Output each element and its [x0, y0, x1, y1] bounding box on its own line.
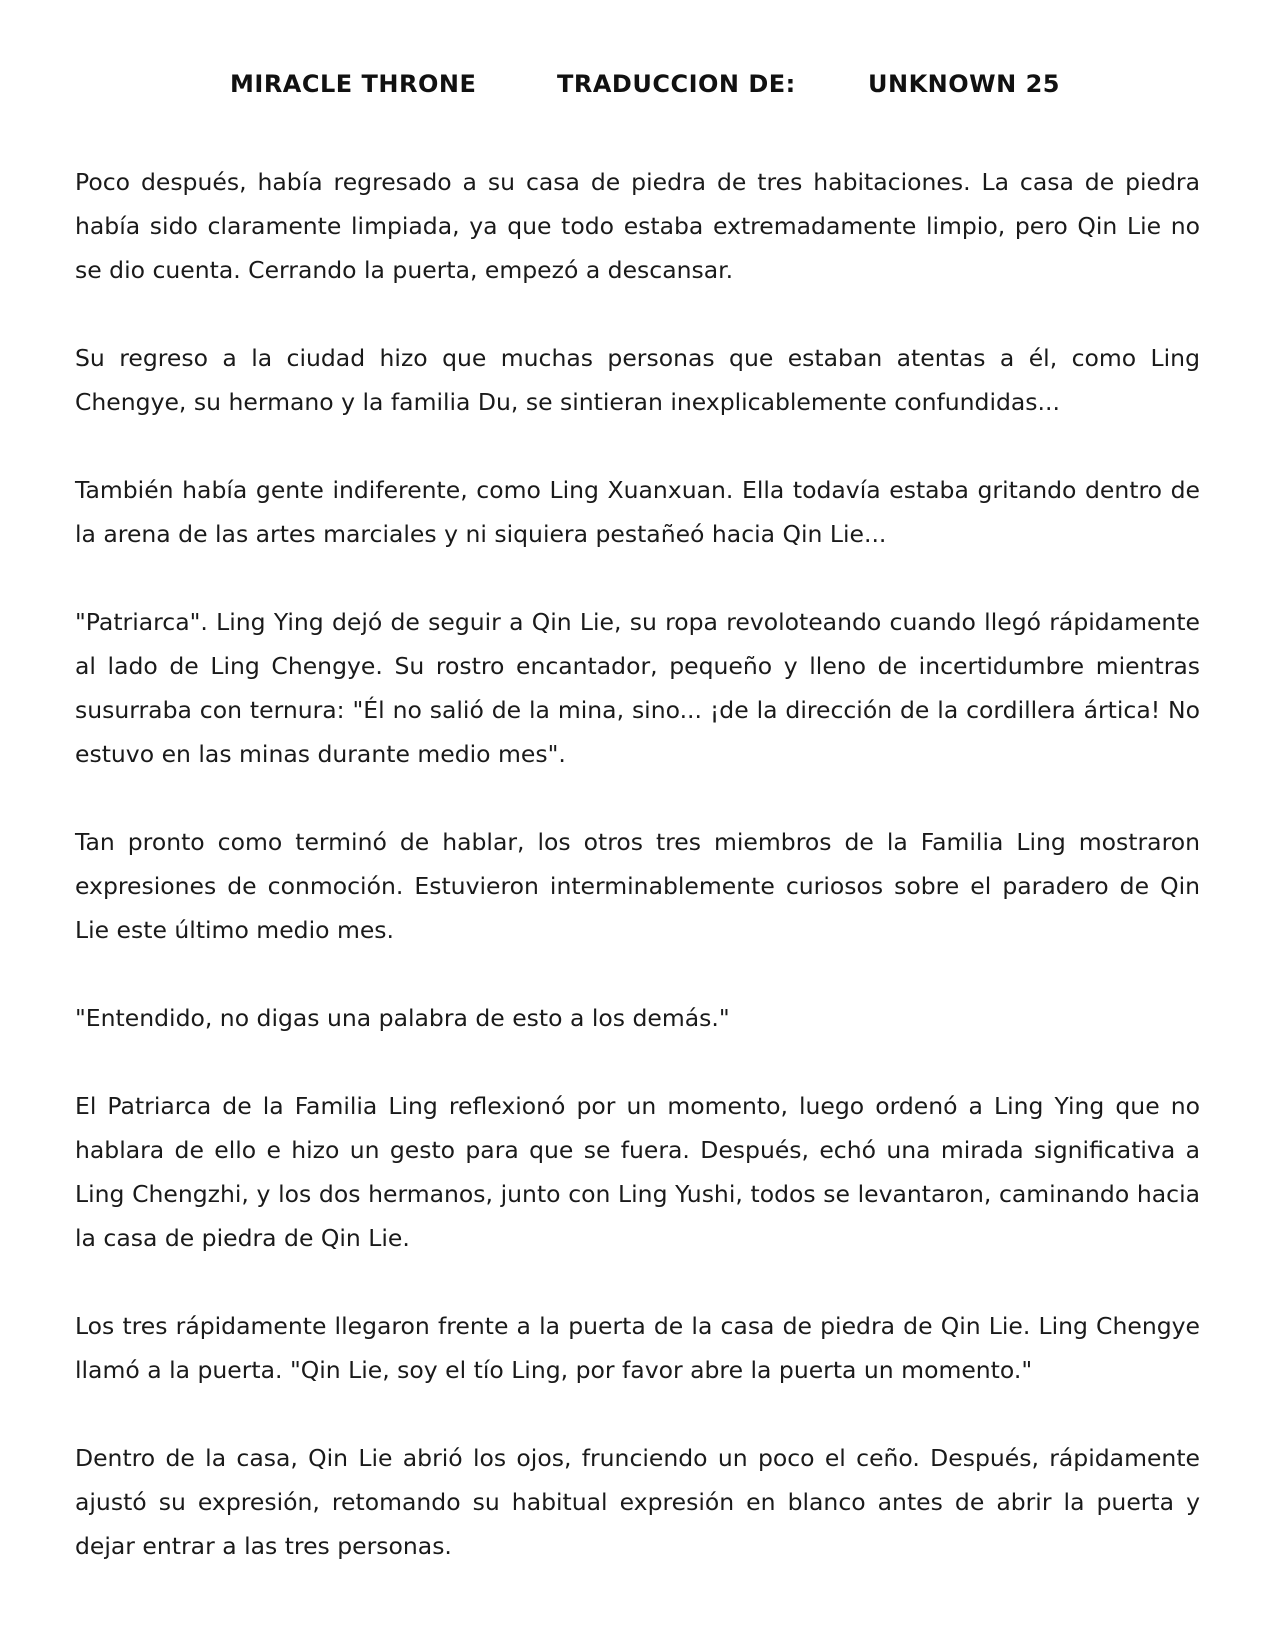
translator-name: UNKNOWN 25 [868, 70, 1060, 98]
paragraph: Su regreso a la ciudad hizo que muchas personas que estaban atentas a él, como Ling Chengye, su hermano y la familia Du, se sintieran inexplicablemente confundidas... [75, 344, 1200, 416]
paragraph: Los tres rápidamente llegaron frente a la puerta de la casa de piedra de Qin Lie. Ling Chengye llamó a la puerta. "Qin Lie, soy el tío Ling, por favor abre la puerta un momento." [75, 1312, 1200, 1384]
paragraph: Poco después, había regresado a su casa de piedra de tres habitaciones. La casa de piedra había sido claramente limpiada, ya que todo estaba extremadamente limpio, pero Qin Lie no se dio cuenta. Cerrando la puerta, empezó a descansar. [75, 168, 1200, 284]
page-header [0, 70, 1275, 106]
paragraph: "Entendido, no digas una palabra de esto a los demás." [75, 1004, 730, 1032]
paragraph: Tan pronto como terminó de hablar, los otros tres miembros de la Familia Ling mostraron expresiones de conmoción. Estuvieron interminablemente curiosos sobre el paradero de Qin Lie este último medio mes. [75, 828, 1200, 944]
translation-label: TRADUCCION DE: [557, 70, 796, 98]
paragraph: También había gente indiferente, como Ling Xuanxuan. Ella todavía estaba gritando dentro de la arena de las artes marciales y ni siquiera pestañeó hacia Qin Lie... [75, 476, 1200, 548]
novel-title: MIRACLE THRONE [230, 70, 477, 98]
paragraph: El Patriarca de la Familia Ling reflexionó por un momento, luego ordenó a Ling Ying que no hablara de ello e hizo un gesto para que se fuera. Después, echó una mirada significativa a Ling Chengzhi, y los dos hermanos, junto con Ling Yushi, todos se levantaron, caminando hacia la casa de piedra de Qin Lie. [75, 1092, 1200, 1252]
paragraph: "Patriarca". Ling Ying dejó de seguir a Qin Lie, su ropa revoloteando cuando llegó rápidamente al lado de Ling Chengye. Su rostro encantador, pequeño y lleno de incertidumbre mientras susurraba con ternura: "Él no salió de la mina, sino... ¡de la dirección de la cordillera ártica! No estuvo en las minas durante medio mes". [75, 608, 1200, 768]
body-text [75, 160, 1200, 1612]
paragraph: Dentro de la casa, Qin Lie abrió los ojos, frunciendo un poco el ceño. Después, rápidamente ajustó su expresión, retomando su habitual expresión en blanco antes de abrir la puerta y dejar entrar a las tres personas. [75, 1444, 1200, 1560]
